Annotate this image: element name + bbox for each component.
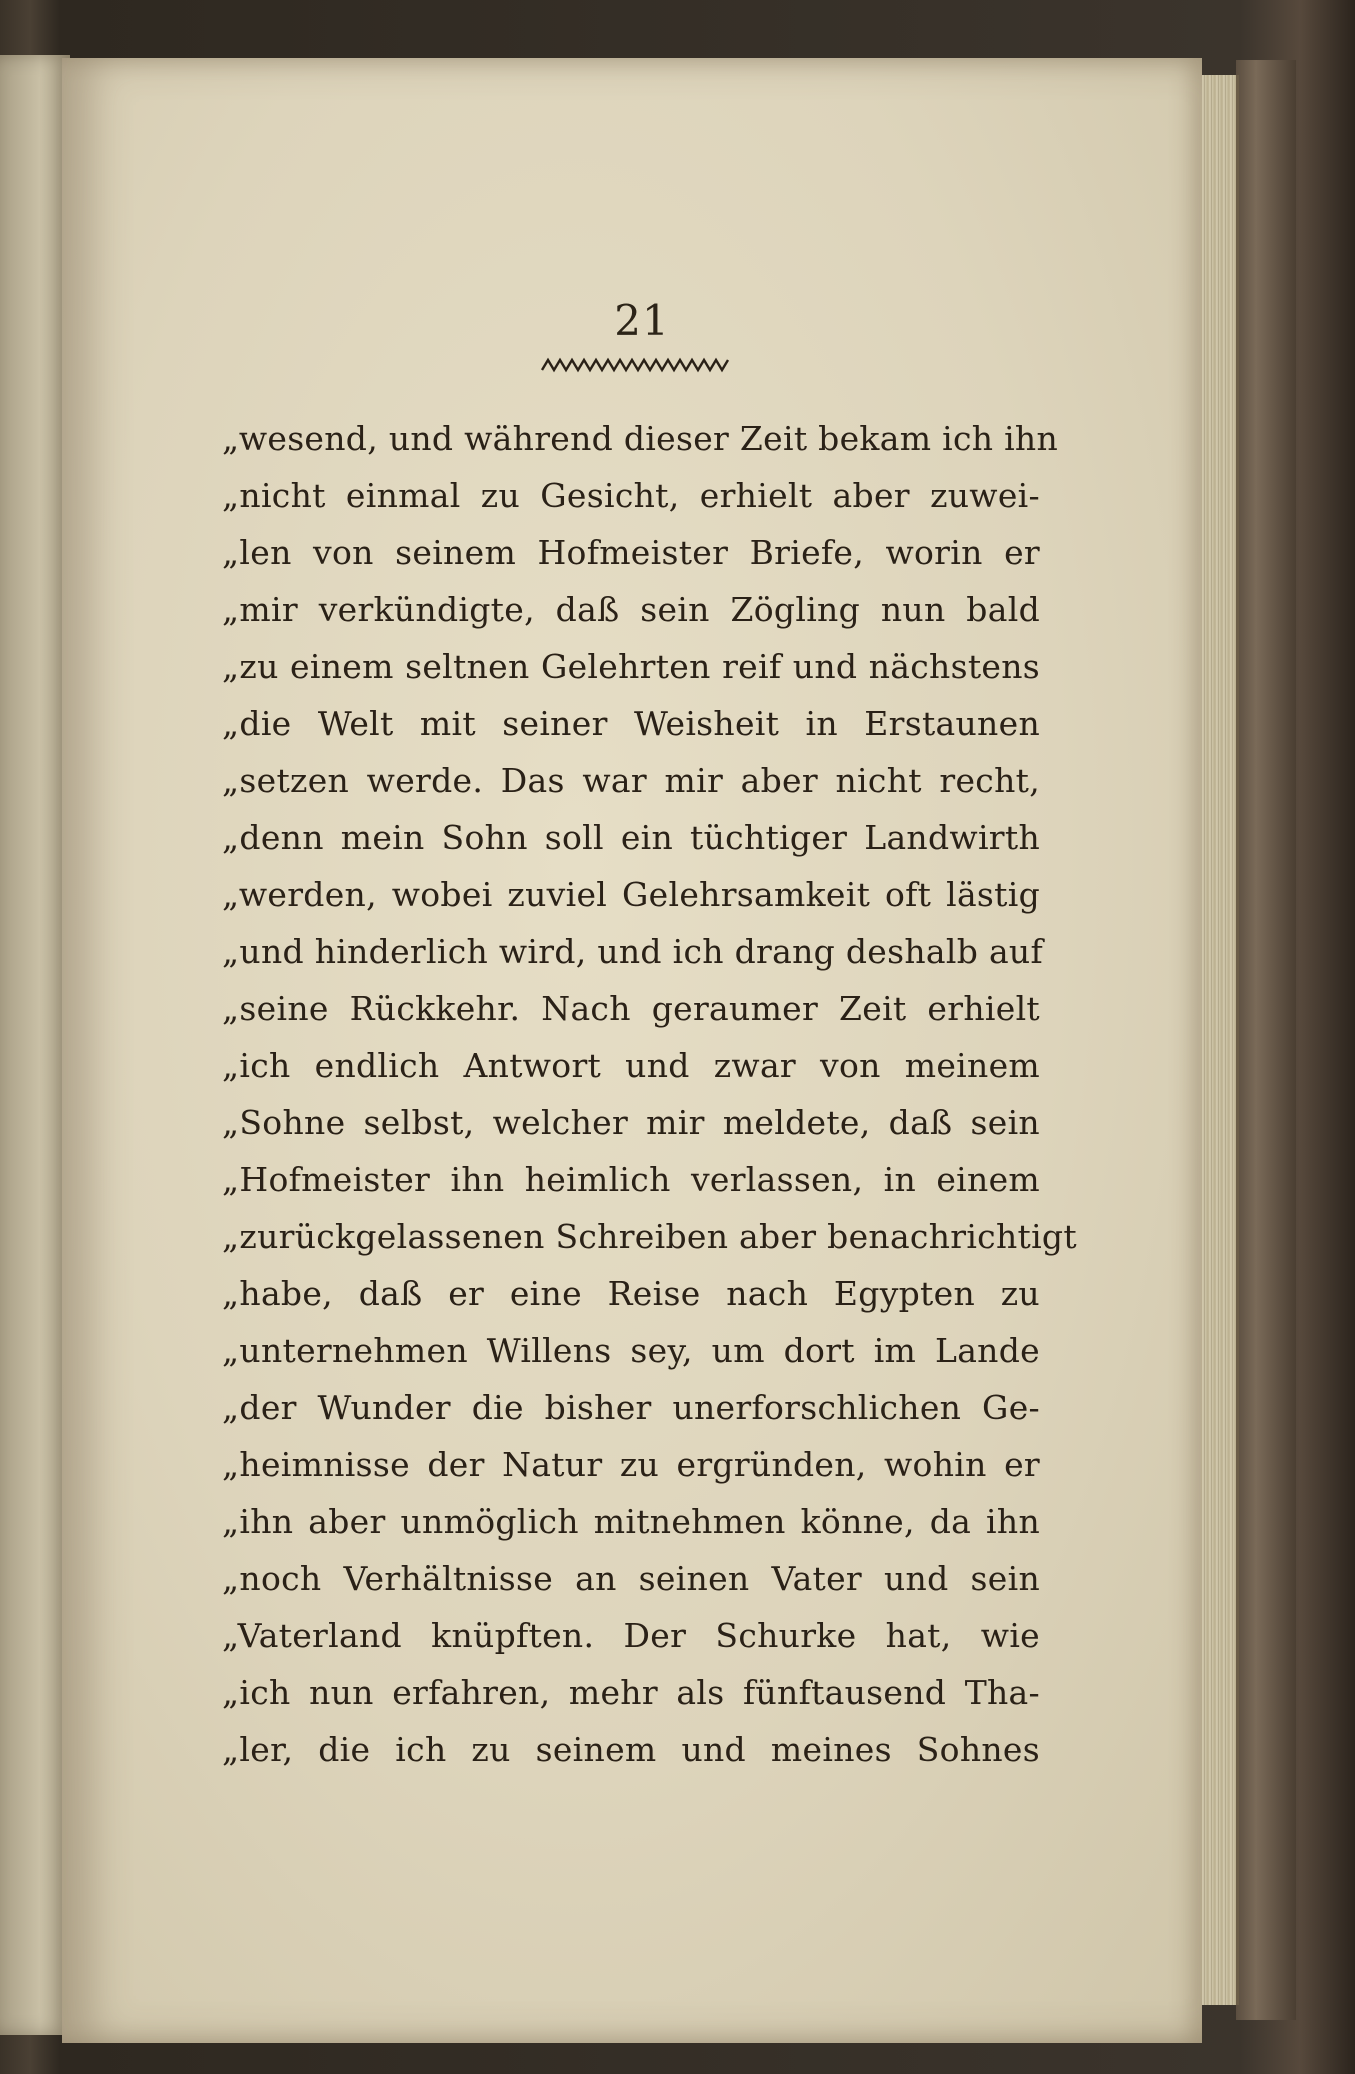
text-line: „zurückgelassenen Schreiben aber benachrichtigt	[222, 1217, 1077, 1256]
page-number: 21	[614, 296, 670, 345]
text-line: „der Wunder die bisher unerforschlichen Ge-	[222, 1388, 1040, 1427]
text-line: „noch Verhältnisse an seinen Vater und sein	[222, 1559, 1040, 1598]
text-line: „seine Rückkehr. Nach geraumer Zeit erhielt	[222, 989, 1040, 1028]
text-line: „Vaterland knüpften. Der Schurke hat, wie	[222, 1616, 1040, 1655]
body-text	[222, 410, 1077, 1778]
text-line: „Sohne selbst, welcher mir meldete, daß sein	[222, 1103, 1040, 1142]
text-line: „ich nun erfahren, mehr als fünftausend Tha-	[222, 1673, 1040, 1712]
text-line: „denn mein Sohn soll ein tüchtiger Landwirth	[222, 818, 1040, 857]
text-line: „zu einem seltnen Gelehrten reif und nächstens	[222, 647, 1040, 686]
text-line: „und hinderlich wird, und ich drang deshalb auf	[222, 932, 1043, 971]
book-page	[62, 58, 1202, 2043]
text-line: „ich endlich Antwort und zwar von meinem	[222, 1046, 1040, 1085]
text-line: „setzen werde. Das war mir aber nicht recht,	[222, 761, 1040, 800]
text-line: „heimnisse der Natur zu ergründen, wohin er	[222, 1445, 1040, 1484]
text-line: „mir verkündigte, daß sein Zögling nun bald	[222, 590, 1040, 629]
text-line: „ihn aber unmöglich mitnehmen könne, da ihn	[222, 1502, 1040, 1541]
wave-ornament	[540, 354, 730, 376]
page-stack-edges	[1198, 75, 1239, 2005]
text-line: „len von seinem Hofmeister Briefe, worin er	[222, 533, 1040, 572]
facing-page-edge	[0, 55, 70, 2035]
text-line: „die Welt mit seiner Weisheit in Erstaunen	[222, 704, 1040, 743]
text-line: „nicht einmal zu Gesicht, erhielt aber zuwei-	[222, 476, 1040, 515]
text-line: „unternehmen Willens sey, um dort im Lande	[222, 1331, 1040, 1370]
text-line: „werden, wobei zuviel Gelehrsamkeit oft lästig	[222, 875, 1040, 914]
text-line: „habe, daß er eine Reise nach Egypten zu	[222, 1274, 1040, 1313]
book-cover-edge	[1236, 60, 1296, 2020]
text-line: „wesend, und während dieser Zeit bekam ich ihn	[222, 419, 1059, 458]
text-line: „Hofmeister ihn heimlich verlassen, in einem	[222, 1160, 1040, 1199]
text-line: „ler, die ich zu seinem und meines Sohnes	[222, 1730, 1040, 1769]
